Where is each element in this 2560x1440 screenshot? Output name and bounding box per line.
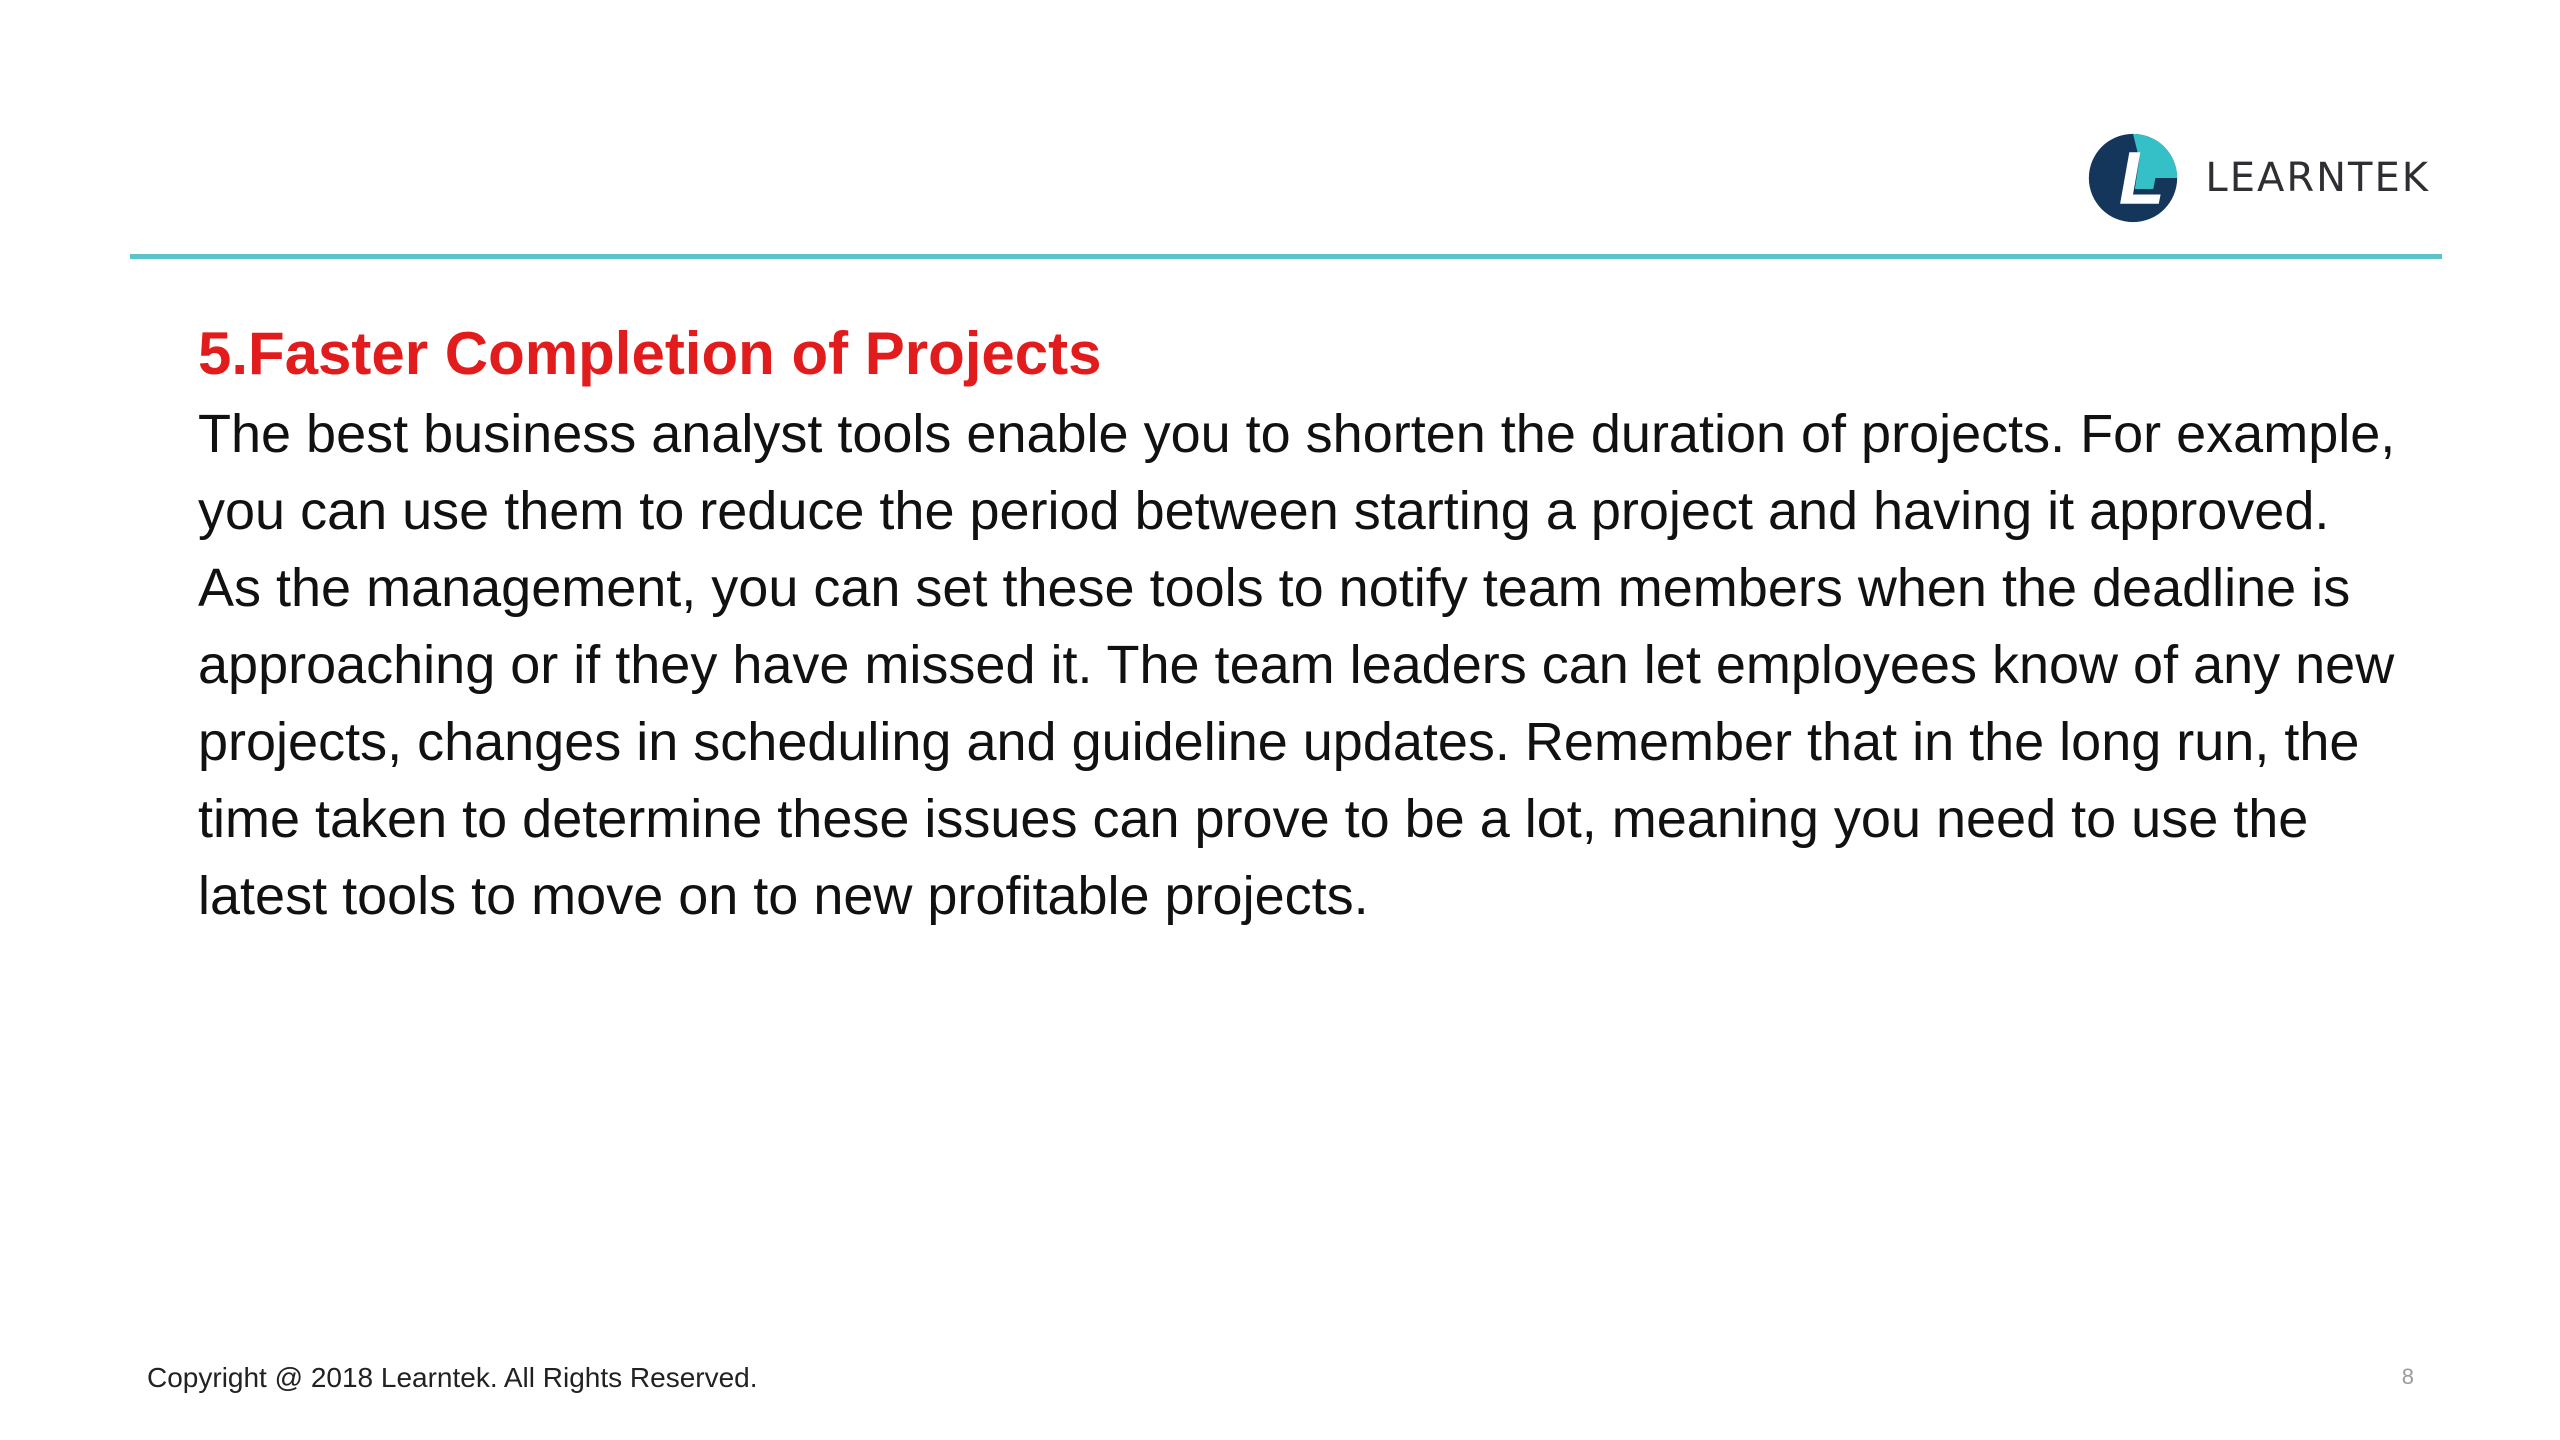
slide-content [198,312,2438,935]
logo [2087,130,2430,226]
slide-body-text: The best business analyst tools enable you to shorten the duration of projects. For example, you can use them to reduce the period between starting a project and having it approved. As the management, you can set these tools to notify team members when the deadline is approaching or if they have missed it. The team leaders can let employees know of any new projects, changes in scheduling and guideline updates. Remember that in the long run, the time taken to determine these issues can prove to be a lot, meaning you need to use the latest tools to move on to new profitable projects. [198,404,2396,926]
learntek-logo-icon [2087,132,2179,224]
logo-text: LEARNTEK [2205,155,2430,201]
slide-heading: 5.Faster Completion of Projects [198,320,1102,387]
footer-copyright: Copyright @ 2018 Learntek. All Rights Reserved. [147,1362,758,1393]
header-divider [130,254,2442,259]
page-number: 8 [2401,1364,2414,1389]
